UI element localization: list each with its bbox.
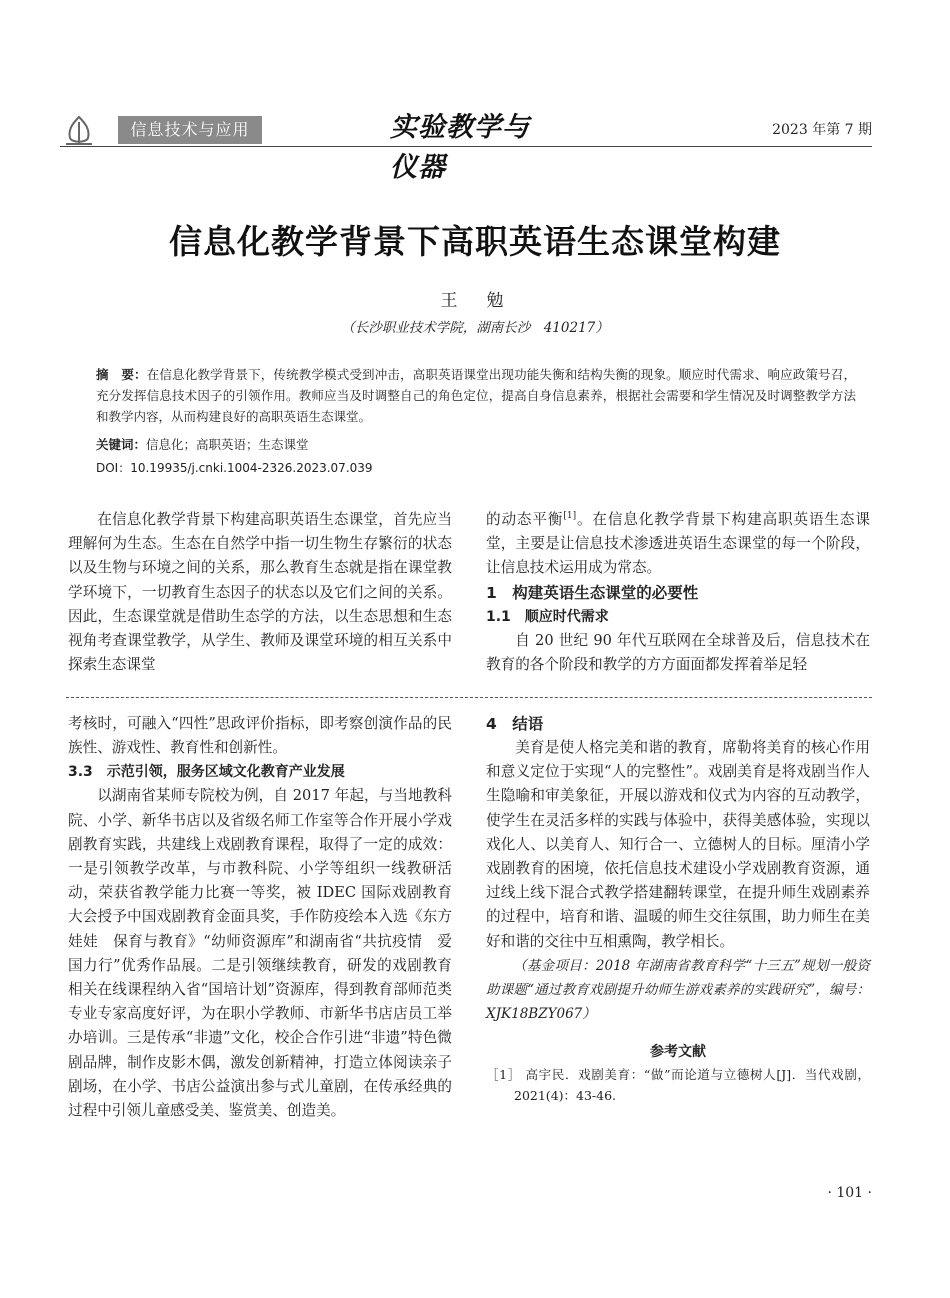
section-heading-4: 4 结语	[486, 715, 544, 733]
column-4	[486, 712, 870, 1106]
col2-paragraph-1	[486, 508, 870, 581]
section-tag: 信息技术与应用	[118, 116, 262, 144]
col4-paragraph-1: 美育是使人格完美和谐的教育，席勒将美育的核心作用和意义定位于实现“人的完整性”。戏剧美育是将戏剧当作人生隐喻和审美象征，开展以游戏和仪式为内容的互动教学，使学生在灵活多样的实践与体验中，获得美感体验，实现以戏化人、以美育人、知行合一、立德树人的目标。厘清小学戏剧教育的困境，依托信息技术建设小学戏剧教育资源，通过线上线下混合式教学搭建翻转课堂，在提升师生戏剧素养的过程中，培育和谐、温暖的师生交往氛围，助力师生在美好和谐的交往中互相熏陶，教学相长。	[486, 739, 870, 950]
author-name: 王 勉	[440, 291, 510, 311]
col2-p1-text: 的动态平衡	[486, 511, 564, 528]
citation-ref: [1]	[563, 511, 577, 522]
col2-paragraph-2: 自 20 世纪 90 年代互联网在全球普及后，信息技术在教育的各个阶段和教学的方方面面都发挥着举足轻	[486, 631, 870, 673]
page-number: · 101 ·	[827, 1185, 872, 1201]
col1-paragraph: 在信息化教学背景下构建高职英语生态课堂，首先应当理解何为生态。生态在自然学中指一切生物生存繁衍的状态以及生物与环境之间的关系，那么教育生态就是指在课堂教学环境下，一切教育生态因子的状态以及它们之间的关系。因此，生态课堂就是借助生态学的方法，以生态思想和生态视角考查课堂教学，从学生、教师及课堂环境的相互关系中探索生态课堂	[68, 511, 452, 674]
header-rule	[60, 146, 872, 147]
section-heading-1: 1 构建英语生态课堂的必要性	[486, 583, 699, 602]
journal-logo-icon	[60, 114, 98, 148]
article-divider	[66, 697, 872, 698]
column-2	[486, 508, 870, 677]
column-3	[68, 712, 452, 1123]
subsection-heading-1-1: 1.1 顺应时代需求	[486, 608, 609, 625]
references-heading: 参考文献	[650, 1043, 706, 1060]
subsection-heading-3-3: 3.3 示范引领，服务区域文化教育产业发展	[68, 764, 345, 781]
keywords-label: 关键词：	[96, 437, 147, 452]
col3-paragraph-2: 以湖南省某师专院校为例，自 2017 年起，与当地教科院、小学、新华书店以及省级名师工作室等合作开展小学戏剧教育实践，共建线上戏剧教育课程，取得了一定的成效：一是引领教学改革，与市教科院、小学等组织一线教研活动，荣获省教学能力比赛一等奖，被 IDEC 国际戏剧教育大会授予中国戏剧教育金面具奖，手作防疫绘本入选《东方娃娃 保育与教育》“幼师资源库”和湖南省“共抗疫情 爱国力行”优秀作品展。二是引领继续教育，研发的戏剧教育相关在线课程纳入省“国培计划”资源库，得到教育部师范类专业专家高度好评，为在职小学教师、市新华书店店员工举办培训。三是传承“非遗”文化，校企合作引进“非遗”特色微剧品牌，制作皮影木偶，激发创新精神，打造立体阅读亲子剧场，在小学、书店公益演出参与式儿童剧，在传承经典的过程中引领儿童感受美、鉴赏美、创造美。	[68, 787, 452, 1120]
keywords	[96, 435, 856, 455]
author-affiliation: （长沙职业技术学院，湖南长沙 410217）	[341, 320, 609, 336]
article-title: 信息化教学背景下高职英语生态课堂构建	[169, 222, 781, 261]
abstract	[96, 364, 856, 427]
doi: DOI：10.19935/j.cnki.1004-2326.2023.07.039	[96, 461, 373, 475]
reference-item: ［1］ 高宇民．戏剧美育：“做”而论道与立德树人[J]．当代戏剧，2021(4)：43-46.	[486, 1066, 870, 1103]
abstract-text: 在信息化教学背景下，传统教学模式受到冲击，高职英语课堂出现功能失衡和结构失衡的现象。顺应时代需求、响应政策号召，充分发挥信息技术因子的引领作用。教师应当及时调整自己的角色定位，提高自身信息素养，根据社会需要和学生情况及时调整教学方法和教学内容，从而构建良好的高职英语生态课堂。	[96, 367, 856, 424]
keywords-text: 信息化；高职英语；生态课堂	[146, 437, 309, 452]
issue-label: 2023 年第 7 期	[772, 122, 872, 138]
column-1	[68, 508, 452, 677]
funding-note: （基金项目：2018 年湖南省教育科学“十三五”规划一般资助课题“通过教育戏剧提升幼师生游戏素养的实践研究”，编号：XJK18BZY067）	[486, 957, 870, 1022]
journal-name: 实验教学与仪器	[390, 112, 530, 183]
col3-paragraph-1: 考核时，可融入“四性”思政评价指标，即考察创演作品的民族性、游戏性、教育性和创新性。	[68, 715, 452, 757]
col2-p1-rest: 。在信息化教学背景下构建高职英语生态课堂，主要是让信息技术渗透进英语生态课堂的每一个阶段，让信息技术运用成为常态。	[486, 511, 870, 577]
abstract-label: 摘 要：	[96, 367, 147, 382]
